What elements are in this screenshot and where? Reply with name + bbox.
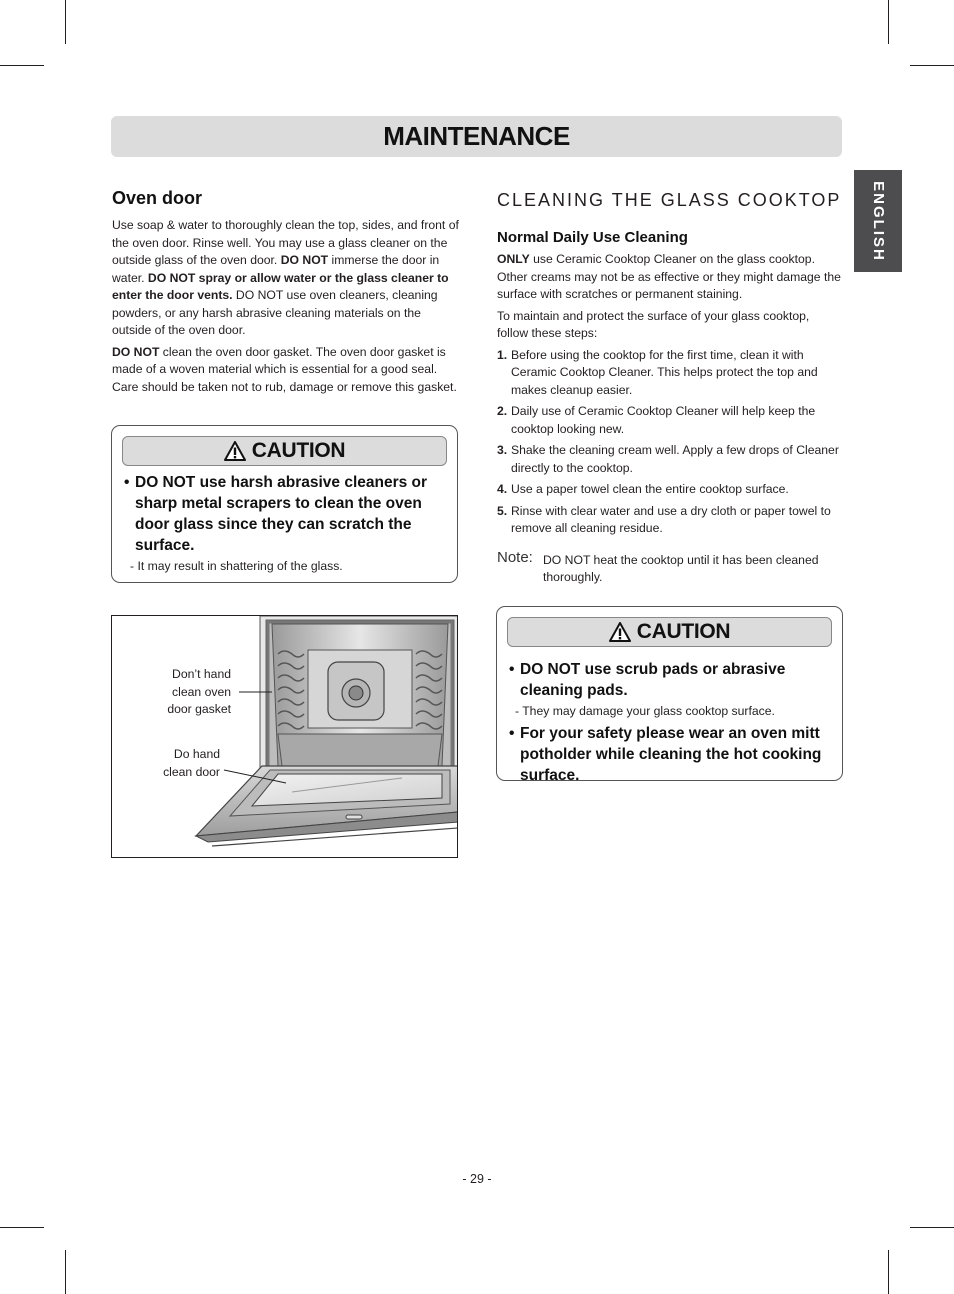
- text-span: Use soap & water to thoroughly clean the top, sides, and front of the oven door. Rinse well. You may use a glass cleaner on the outside glass of the oven door.: [112, 218, 459, 267]
- cooktop-paragraph-1: [497, 251, 842, 304]
- crop-mark: [910, 65, 954, 66]
- caution-subnote: - It may result in shattering of the glass.: [130, 559, 343, 573]
- bold-span: ONLY: [497, 252, 530, 266]
- warning-icon: [609, 622, 631, 642]
- oven-door-caution-box: [111, 425, 458, 583]
- caution-bullet-text: DO NOT use harsh abrasive cleaners or sharp metal scrapers to clean the oven door glass since they can scratch the surface.: [135, 474, 428, 554]
- oven-door-paragraph-1: [112, 217, 462, 340]
- step-text: Daily use of Ceramic Cooktop Cleaner will help keep the cooktop looking new.: [511, 404, 816, 436]
- list-item: [497, 403, 842, 438]
- step-number: 5.: [497, 503, 508, 518]
- step-number: 1.: [497, 347, 508, 362]
- note: [497, 548, 842, 587]
- cooktop-caution-box: [496, 606, 843, 784]
- caution-header: [507, 617, 832, 647]
- cooktop-subheading: Normal Daily Use Cleaning: [497, 229, 688, 246]
- text-span: immerse the door in water.: [112, 253, 440, 285]
- step-number: 4.: [497, 482, 508, 496]
- caution-title: CAUTION: [251, 439, 346, 462]
- oven-door-section: [112, 188, 462, 400]
- list-item: [497, 347, 842, 400]
- title-banner: [111, 116, 842, 157]
- caution-bullet-text: DO NOT use scrub pads or abrasive cleaning pads.: [520, 661, 786, 699]
- language-tab: [854, 170, 902, 272]
- page-title: MAINTENANCE: [383, 121, 570, 151]
- crop-mark: [910, 1227, 954, 1228]
- step-number: 2.: [497, 404, 508, 418]
- bold-span: DO NOT: [112, 344, 160, 359]
- step-text: Shake the cleaning cream well. Apply a few drops of Cleaner directly to the cooktop.: [511, 443, 839, 475]
- text-span: DO NOT use oven cleaners, cleaning powders, or any harsh abrasive cleaning materials on the outside of the oven door.: [112, 288, 438, 337]
- door-label: Do hand clean door: [163, 747, 220, 779]
- text-span: use Ceramic Cooktop Cleaner on the glass cooktop. Other creams may not be as effective or they might damage the surface with scratches or permanent staining.: [497, 252, 841, 301]
- note-text: DO NOT heat the cooktop until it has been cleaned thoroughly.: [543, 552, 819, 584]
- caution-bullet-text: For your safety please wear an oven mitt potholder while cleaning the hot cooking surface.: [520, 725, 822, 784]
- crop-mark: [888, 1250, 889, 1294]
- note-label: Note:: [497, 548, 533, 566]
- list-item: [497, 503, 842, 538]
- oven-door-figure: [111, 615, 458, 858]
- oven-door-paragraph-2: [112, 344, 462, 397]
- list-item: [497, 442, 842, 477]
- cooktop-paragraph-2: To maintain and protect the surface of your glass cooktop, follow these steps:: [497, 308, 810, 340]
- caution-title: CAUTION: [636, 620, 731, 643]
- text-span: clean the oven door gasket. The oven door gasket is made of a woven material which is essential for a good seal. Care should be taken not to rub, damage or remove this gasket.: [112, 344, 457, 394]
- step-text: Use a paper towel clean the entire cooktop surface.: [511, 482, 789, 496]
- cooktop-section: [497, 190, 842, 587]
- step-text: Rinse with clear water and use a dry cloth or paper towel to remove all cleaning residue.: [511, 503, 831, 535]
- caution-body: [497, 647, 842, 798]
- gasket-label: Don’t hand clean oven door gasket: [167, 667, 231, 716]
- step-text: Before using the cooktop for the first time, clean it with Ceramic Cooktop Cleaner. This helps protect the top and makes cleanup easier.: [511, 347, 818, 397]
- language-tab-label: ENGLISH: [869, 180, 887, 262]
- crop-mark: [0, 65, 44, 66]
- crop-mark: [888, 0, 889, 44]
- bold-span: DO NOT spray or allow water or the glass cleaner to enter the door vents.: [112, 270, 449, 302]
- crop-mark: [65, 1250, 66, 1294]
- warning-icon: [224, 441, 246, 461]
- caution-bullet: • DO NOT use scrub pads or abrasive cleaning pads.: [509, 659, 830, 701]
- caution-bullet: • For your safety please wear an oven mitt potholder while cleaning the hot cooking surface.: [509, 723, 830, 786]
- caution-header: [122, 436, 447, 466]
- page-number: - 29 -: [462, 1172, 492, 1186]
- caution-body: [112, 466, 457, 588]
- oven-door-heading: Oven door: [112, 188, 203, 208]
- list-item: [497, 481, 842, 499]
- caution-bullet: • DO NOT use harsh abrasive cleaners or sharp metal scrapers to clean the oven door glass since they can scratch the surface.: [124, 472, 445, 556]
- cleaning-steps-list: [497, 347, 842, 538]
- crop-mark: [65, 0, 66, 44]
- bold-span: DO NOT: [280, 253, 329, 267]
- caution-subnote: - They may damage your glass cooktop surface.: [515, 704, 775, 718]
- crop-mark: [0, 1227, 44, 1228]
- step-number: 3.: [497, 443, 508, 457]
- open-oven-illustration: [112, 616, 458, 858]
- cooktop-heading: CLEANING THE GLASS COOKTOP: [497, 190, 842, 210]
